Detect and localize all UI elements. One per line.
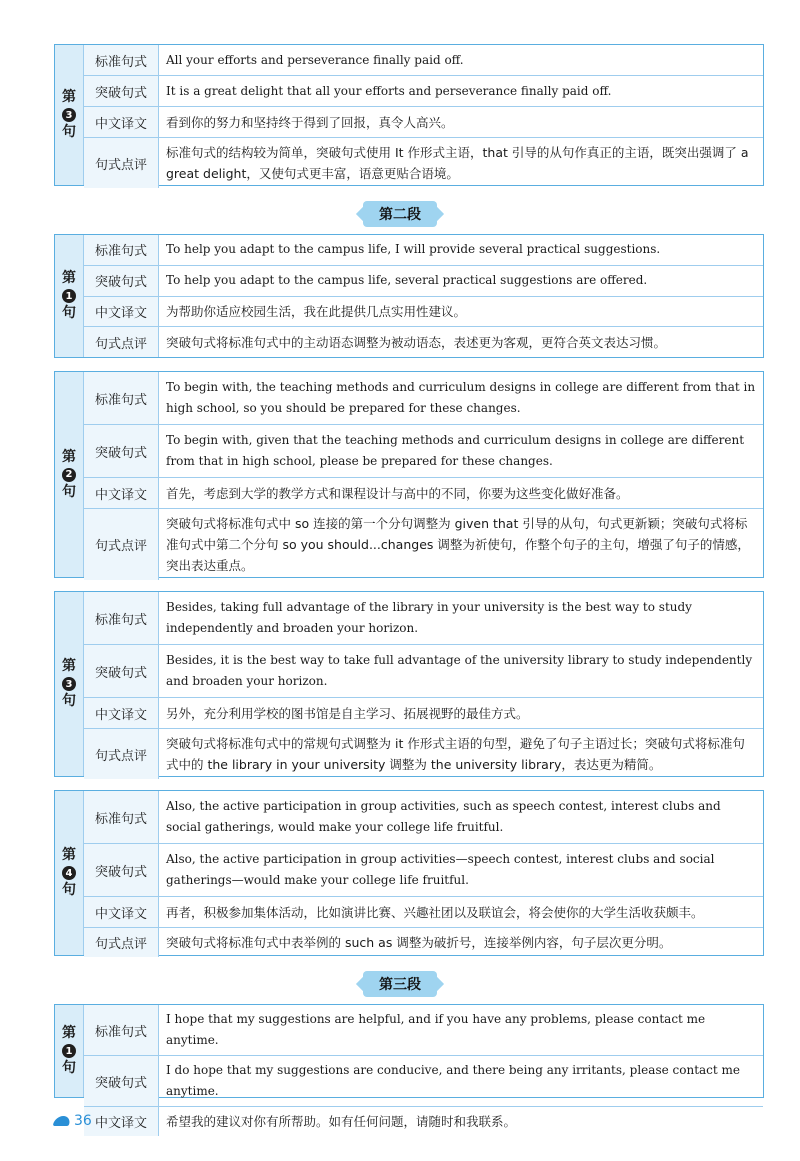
standard-sentence: Also, the active participation in group activities, such as speech contest, interest clubs and social gatherings, would make your college life fruitful.	[166, 799, 721, 834]
page-number: 36	[74, 1113, 92, 1129]
label-translation: 中文译文	[84, 297, 159, 327]
label-breakthrough: 突破句式	[84, 1056, 159, 1106]
sentence-block-2	[54, 371, 764, 578]
chinese-translation: 另外，充分利用学校的图书馆是自主学习、拓展视野的最佳方式。	[166, 705, 529, 721]
label-standard: 标准句式	[84, 1005, 159, 1055]
section-title-third: 第三段	[0, 971, 800, 997]
chinese-translation: 为帮助你适应校园生活，我在此提供几点实用性建议。	[166, 303, 467, 319]
breakthrough-sentence: To help you adapt to the campus life, several practical suggestions are offered.	[166, 273, 648, 288]
label-comment: 句式点评	[84, 138, 159, 188]
sentence-block-1	[54, 234, 764, 358]
label-comment: 句式点评	[84, 729, 159, 779]
page-footer	[54, 1113, 92, 1129]
label-translation: 中文译文	[84, 897, 159, 927]
label-breakthrough: 突破句式	[84, 425, 159, 477]
sentence-number-marker: 第 3 句	[55, 592, 84, 776]
label-breakthrough: 突破句式	[84, 76, 159, 106]
label-breakthrough: 突破句式	[84, 266, 159, 296]
standard-sentence: Besides, taking full advantage of the library in your university is the best way to study independently and broaden your horizon.	[166, 600, 692, 635]
standard-sentence: I hope that my suggestions are helpful, and if you have any problems, please contact me anytime.	[166, 1012, 706, 1047]
breakthrough-sentence: Besides, it is the best way to take full advantage of the university library to study independently and broaden your horizon.	[166, 653, 753, 688]
sentence-number-marker: 第 1 句	[55, 235, 84, 357]
standard-sentence: To help you adapt to the campus life, I will provide several practical suggestions.	[166, 242, 661, 257]
chinese-translation: 首先，考虑到大学的教学方式和课程设计与高中的不同，你要为这些变化做好准备。	[166, 485, 629, 501]
label-breakthrough: 突破句式	[84, 645, 159, 697]
label-translation: 中文译文	[84, 478, 159, 508]
chinese-translation: 再者，积极参加集体活动，比如演讲比赛、兴趣社团以及联谊会，将会使你的大学生活收获颇丰。	[166, 904, 704, 920]
standard-sentence: All your efforts and perseverance finally paid off.	[166, 52, 464, 67]
sentence-number-marker: 第 1 句	[55, 1005, 84, 1097]
sentence-comment: 标准句式的结构较为简单，突破句式使用 It 作形式主语，that 引导的从句作真正的主语，既突出强调了 a great delight，又使句式更丰富，语意更贴合语境。	[166, 145, 749, 181]
sentence-block-4	[54, 790, 764, 956]
sentence-block-3	[54, 591, 764, 777]
section-title-second: 第二段	[0, 201, 800, 227]
label-standard: 标准句式	[84, 791, 159, 843]
sentence-comment: 突破句式将标准句式中的常规句式调整为 it 作形式主语的句型，避免了句子主语过长；突破句式将标准句式中的 the library in your university 调整为 the university library，表达更为精简。	[166, 736, 745, 772]
sentence-block-3-first	[54, 44, 764, 186]
sentence-number-marker: 第 3 句	[55, 45, 84, 185]
sentence-comment: 突破句式将标准句式中表举例的 such as 调整为破折号，连接举例内容，句子层次更分明。	[166, 935, 672, 950]
label-comment: 句式点评	[84, 509, 159, 580]
sentence-number-marker: 第 2 句	[55, 372, 84, 577]
label-standard: 标准句式	[84, 592, 159, 644]
sentence-number-marker: 第 4 句	[55, 791, 84, 955]
label-translation: 中文译文	[84, 1107, 159, 1136]
label-standard: 标准句式	[84, 372, 159, 424]
chinese-translation: 看到你的努力和坚持终于得到了回报，真令人高兴。	[166, 114, 454, 130]
label-translation: 中文译文	[84, 698, 159, 728]
book-icon	[53, 1116, 72, 1126]
label-standard: 标准句式	[84, 235, 159, 265]
label-comment: 句式点评	[84, 928, 159, 957]
label-standard: 标准句式	[84, 45, 159, 75]
chinese-translation: 希望我的建议对你有所帮助。如有任何问题，请随时和我联系。	[166, 1114, 517, 1129]
standard-sentence: To begin with, the teaching methods and curriculum designs in college are different from that in high school, so you should be prepared for these changes.	[166, 380, 756, 415]
breakthrough-sentence: I do hope that my suggestions are conducive, and there being any irritants, please contact me anytime.	[166, 1063, 741, 1098]
breakthrough-sentence: It is a great delight that all your efforts and perseverance finally paid off.	[166, 83, 612, 98]
sentence-comment: 突破句式将标准句式中的主动语态调整为被动语态，表述更为客观，更符合英文表达习惯。	[166, 334, 667, 350]
sentence-comment: 突破句式将标准句式中 so 连接的第一个分句调整为 given that 引导的从句，句式更新颖；突破句式将标准句式中第二个分句 so you should...changes 调整为祈使句，作整个句子的主句，增强了句子的情感，突出表达重点。	[166, 516, 750, 573]
breakthrough-sentence: Also, the active participation in group activities—speech contest, interest clubs and social gatherings—would make your college life fruitful.	[166, 852, 715, 887]
breakthrough-sentence: To begin with, given that the teaching methods and curriculum designs in college are different from that in high school, please be prepared for these changes.	[166, 433, 745, 468]
label-comment: 句式点评	[84, 327, 159, 357]
label-translation: 中文译文	[84, 107, 159, 137]
label-breakthrough: 突破句式	[84, 844, 159, 896]
